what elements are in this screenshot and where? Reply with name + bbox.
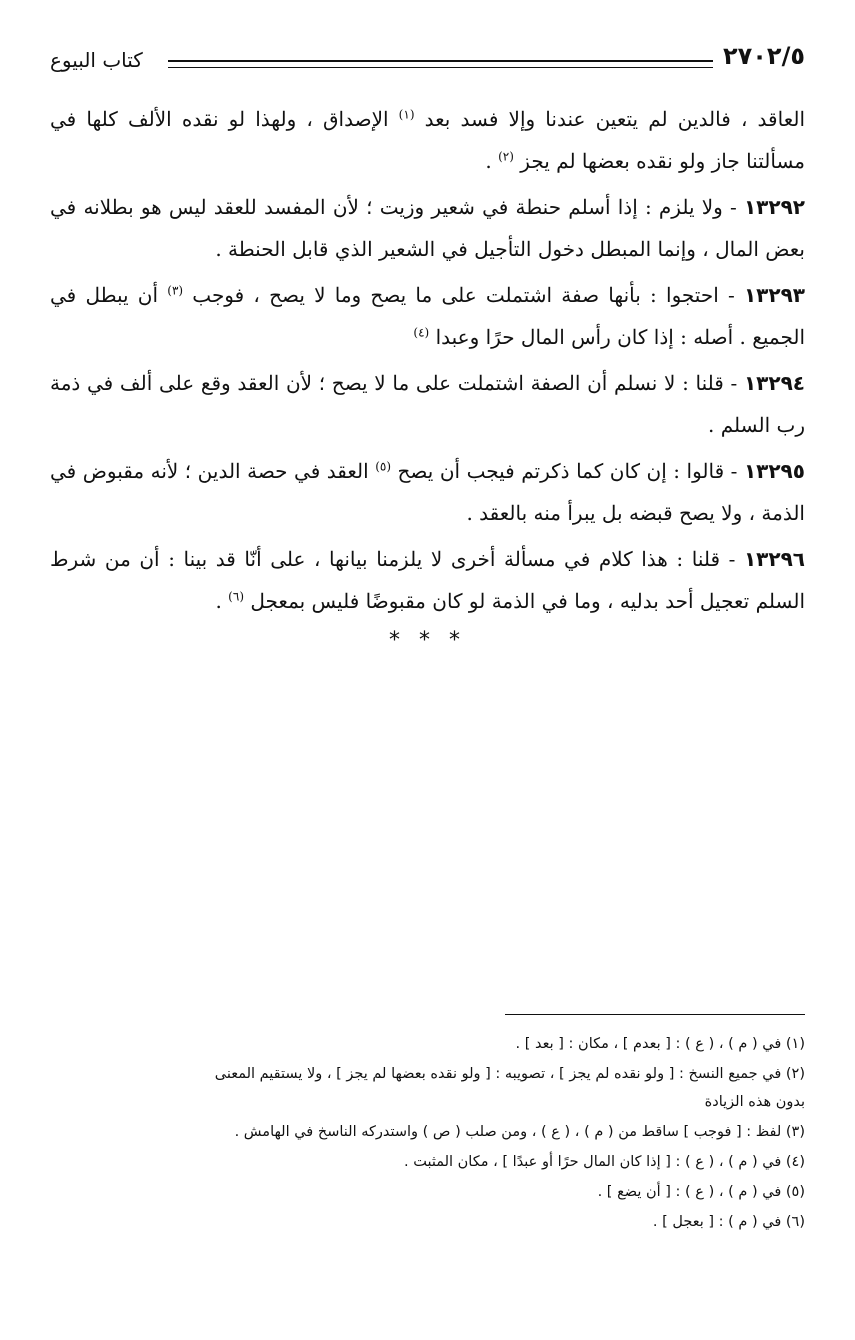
main-text xyxy=(50,98,805,653)
paragraph-text: - قالوا : إن كان كما ذكرتم فيجب أن يصح xyxy=(391,459,744,483)
footnote-reference: (٣) xyxy=(167,283,184,298)
footnote-reference: (٥) xyxy=(375,459,392,474)
footnotes xyxy=(50,1030,805,1238)
paragraph-text: أن يبطل في الجميع . أصله : إذا كان رأس المال حرًا وعبدا xyxy=(50,283,805,349)
footnote-2: (٢) في جميع النسخ : [ ولو نقده لم يجز ] ، تصويبه : [ ولو نقده بعضها لم يجز ] ، ولا يستقيم المعنى xyxy=(214,1066,805,1082)
paragraph-text: - قلنا : هذا كلام في مسألة أخرى لا يلزمنا بيانها ، على أنّا قد بينا : أن من شرط السلم تعجيل أحد بدليه ، وما في الذمة لو كان مقبوضًا فليس بمعجل xyxy=(50,547,805,613)
paragraph-number: ١٣٢٩٢ xyxy=(743,195,805,219)
footnote-6: (٦) في ( م ) : [ بعجل ] . xyxy=(652,1214,805,1230)
footnote-2-continuation: بدون هذه الزيادة xyxy=(704,1094,805,1110)
paragraph-text: - ولا يلزم : إذا أسلم حنطة في شعير وزيت ؛ لأن المفسد للعقد ليس هو بطلانه في بعض المال ، وإنما المبطل دخول التأجيل في الشعير الذي قابل الحنطة . xyxy=(50,195,805,261)
paragraph-number: ١٣٢٩٤ xyxy=(743,371,805,395)
paragraph xyxy=(50,362,805,446)
paragraph-list xyxy=(50,98,805,622)
paragraph-text: العاقد ، فالدين لم يتعين عندنا وإلا فسد بعد xyxy=(414,107,805,131)
paragraph xyxy=(50,274,805,358)
paragraph-text: - قلنا : لا نسلم أن الصفة اشتملت على ما لا يصح ؛ لأن العقد وقع على ألف في ذمة رب السلم . xyxy=(50,371,805,437)
paragraph xyxy=(50,98,805,182)
book-page xyxy=(50,40,805,1320)
footnote-rule xyxy=(505,1014,805,1015)
footnote-5: (٥) في ( م ) ، ( ع ) : [ أن يضع ] . xyxy=(597,1184,805,1200)
page-header xyxy=(50,40,805,86)
footnote-reference: (٢) xyxy=(498,149,514,164)
paragraph-text: الإصداق ، ولهذا لو نقده الألف كلها في مسألتنا جاز ولو نقده بعضها لم يجز xyxy=(50,107,805,173)
paragraph xyxy=(50,450,805,534)
footnote-3: (٣) لفظ : [ فوجب ] ساقط من ( م ) ، ( ع ) ، ومن صلب ( ص ) واستدركه الناسخ في الهامش . xyxy=(234,1124,805,1140)
paragraph-number: ١٣٢٩٣ xyxy=(743,283,805,307)
paragraph-number: ١٣٢٩٦ xyxy=(743,547,805,571)
paragraph-text: . xyxy=(485,149,499,173)
paragraph xyxy=(50,186,805,270)
footnote-4: (٤) في ( م ) ، ( ع ) : [ إذا كان المال حرًا أو عبدًا ] ، مكان المثبت . xyxy=(404,1154,805,1170)
paragraph xyxy=(50,538,805,622)
footnote-reference: (٤) xyxy=(413,325,430,340)
footnote-1: (١) في ( م ) ، ( ع ) : [ بعدم ] ، مكان : [ بعد ] . xyxy=(515,1036,805,1052)
book-title: كتاب البيوع xyxy=(50,48,143,72)
section-separator: * * * xyxy=(389,628,466,653)
header-rule xyxy=(168,60,713,68)
footnote-reference: (٦) xyxy=(228,589,244,604)
footnote-reference: (١) xyxy=(398,107,415,122)
paragraph-number: ١٣٢٩٥ xyxy=(743,459,805,483)
paragraph-text: . xyxy=(215,589,229,613)
paragraph-text: - احتجوا : بأنها صفة اشتملت على ما يصح وما لا يصح ، فوجب xyxy=(183,283,744,307)
page-number: ٢٧٠٢/٥ xyxy=(722,42,805,70)
paragraph-text: العقد في حصة الدين ؛ لأنه مقبوض في الذمة ، ولا يصح قبضه بل يبرأ منه بالعقد . xyxy=(50,459,805,525)
